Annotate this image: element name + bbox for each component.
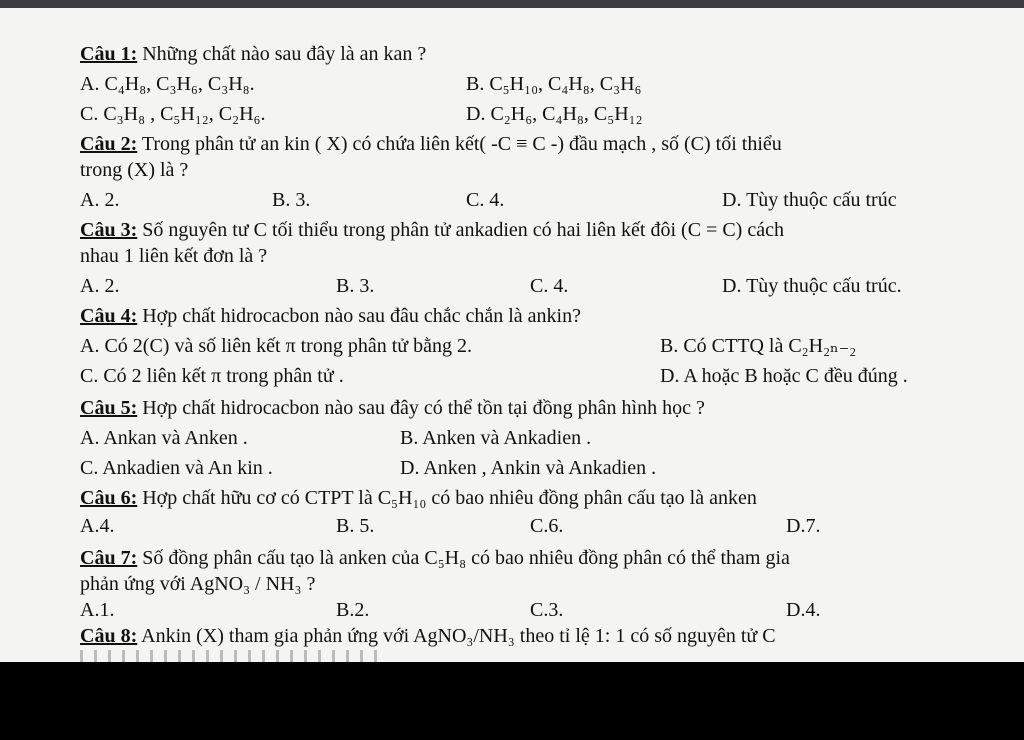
option-c: C. Ankadien và An kin . (80, 457, 273, 479)
option-c: C.3. (530, 599, 564, 621)
option-b: B. Có CTTQ là C₂H₂ₙ₋₂ (660, 335, 857, 357)
question-label: Câu 5: (80, 397, 138, 419)
question-text: Số nguyên tư C tối thiểu trong phân tử ankadien có hai liên kết đôi (C = C) cách (137, 219, 784, 241)
question-1 (80, 42, 426, 66)
option-d: D. C₂H₆, C₄H₈, C₅H₁₂ (466, 103, 643, 125)
question-text: Hợp chất hidrocacbon nào sau đây có thể tồn tại đồng phân hình học ? (137, 397, 705, 419)
question-label: Câu 1: (80, 43, 138, 65)
option-d: D.4. (786, 599, 821, 621)
question-text: Hợp chất hữu cơ có CTPT là C₅H₁₀ có bao nhiêu đồng phân cấu tạo là anken (137, 487, 757, 509)
option-d: D. Anken , Ankin và Ankadien . (400, 457, 657, 479)
option-a: A. 2. (80, 275, 120, 297)
question-4 (80, 304, 581, 328)
question-label: Câu 3: (80, 219, 138, 241)
option-c: C.6. (530, 515, 564, 537)
question-label: Câu 2: (80, 133, 138, 155)
question-2 (80, 132, 782, 156)
option-d: D.7. (786, 515, 821, 537)
option-a: A. Ankan và Anken . (80, 427, 248, 449)
question-label: Câu 8: (80, 625, 138, 647)
option-c: C. 4. (466, 189, 505, 211)
option-a: A. Có 2(C) và số liên kết π trong phân tử bằng 2. (80, 335, 472, 357)
option-b: B. 5. (336, 515, 375, 537)
black-bottom-band (0, 662, 1024, 740)
option-b: B. 3. (272, 189, 311, 211)
question-6 (80, 486, 757, 510)
option-d: D. Tùy thuộc cấu trúc. (722, 275, 902, 297)
option-a: A. C₄H₈, C₃H₆, C₃H₈. (80, 73, 255, 95)
question-3 (80, 218, 784, 242)
question-text: Những chất nào sau đây là an kan ? (137, 43, 427, 65)
question-text-continued: nhau 1 liên kết đơn là ? (80, 245, 268, 267)
question-label: Câu 4: (80, 305, 138, 327)
option-d: D. Tùy thuộc cấu trúc (722, 189, 897, 211)
window-top-bar (0, 0, 1024, 8)
option-a: A. 2. (80, 189, 120, 211)
question-5 (80, 396, 705, 420)
option-a: A.1. (80, 599, 115, 621)
question-text-continued: phản ứng với AgNO₃ / NH₃ ? (80, 573, 316, 595)
cut-off-text-fragment (80, 650, 380, 662)
option-c: C. C₃H₈ , C₅H₁₂, C₂H₆. (80, 103, 266, 125)
option-c: C. Có 2 liên kết π trong phân tử . (80, 365, 344, 387)
question-8 (80, 624, 776, 648)
document-page (0, 8, 1024, 662)
option-b: B. 3. (336, 275, 375, 297)
option-d: D. A hoặc B hoặc C đều đúng . (660, 365, 908, 387)
question-text: Hợp chất hidrocacbon nào sau đâu chắc chắn là ankin? (137, 305, 581, 327)
question-text: Ankin (X) tham gia phản ứng với AgNO₃/NH₃ theo tỉ lệ 1: 1 có số nguyên tử C (137, 625, 776, 647)
question-label: Câu 6: (80, 487, 138, 509)
question-text-continued: trong (X) là ? (80, 159, 189, 181)
option-b: B.2. (336, 599, 370, 621)
option-c: C. 4. (530, 275, 569, 297)
question-7 (80, 546, 790, 570)
question-label: Câu 7: (80, 547, 138, 569)
question-text: Trong phân tử an kin ( X) có chứa liên kết( -C ≡ C -) đầu mạch , số (C) tối thiểu (137, 133, 782, 155)
option-b: B. C₅H₁₀, C₄H₈, C₃H₆ (466, 73, 642, 95)
question-text: Số đồng phân cấu tạo là anken của C₅H₈ có bao nhiêu đồng phân có thể tham gia (137, 547, 790, 569)
option-a: A.4. (80, 515, 115, 537)
option-b: B. Anken và Ankadien . (400, 427, 592, 449)
